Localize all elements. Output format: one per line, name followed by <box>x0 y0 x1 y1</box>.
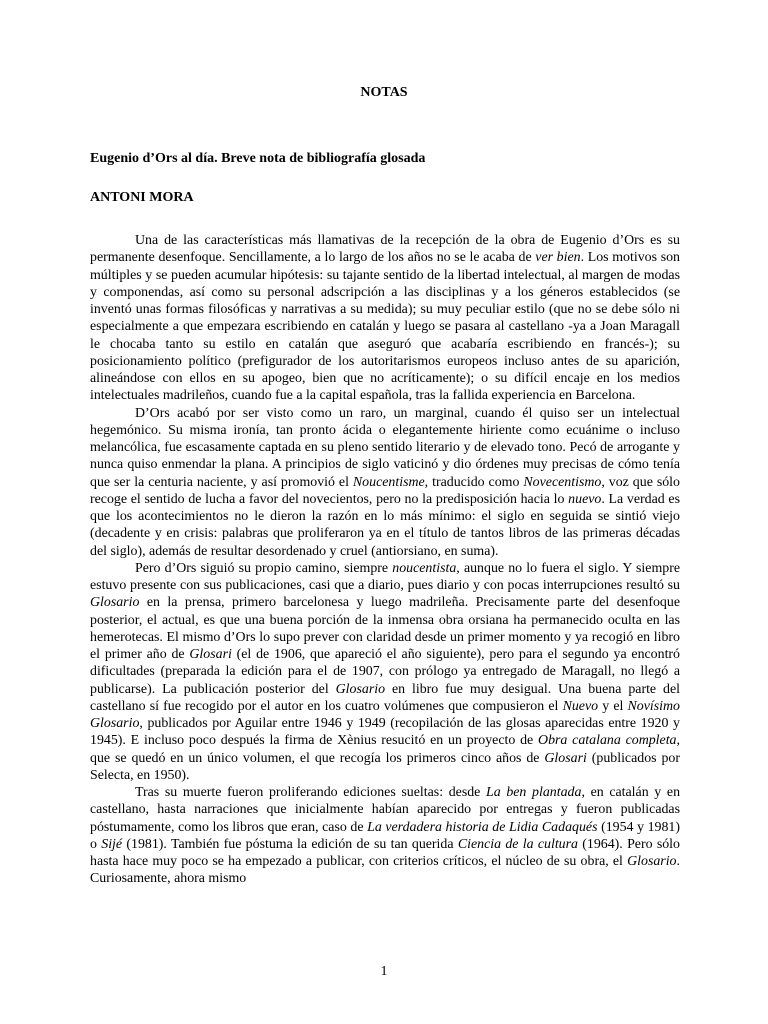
text-run: en libro fue muy desigual. Una buena parte del castellano sí fue recogido por el autor en los cuatro volúmenes que compusieron el <box>90 681 680 714</box>
italic-text: Glosario <box>335 681 386 697</box>
italic-text: noucentista <box>392 560 457 576</box>
paragraph <box>90 405 680 560</box>
text-run: . La verdad es que los acontecimientos no le dieron la razón en lo más mínimo: el siglo en seguida se sintió viejo (decadente y en crisis: palabras que proliferaron ya en el título de tantos libros de las primeras décadas del siglo), además de resultar desordenado y cruel (antiorsiano, en suma). <box>90 491 680 559</box>
text-run: y el <box>598 698 628 714</box>
text-run: (1954 y 1981) o <box>90 819 681 852</box>
text-run: (publicados por Selecta, en 1950). <box>90 750 680 783</box>
article-body <box>90 232 680 888</box>
italic-text: Obra catalana completa <box>538 733 677 749</box>
text-run: , aunque no lo fuera el siglo. Y siempre estuvo presente con sus publicaciones, casi que a diario, pues diario y con pocas interrupciones resultó su <box>90 560 681 593</box>
italic-text: Glosario <box>627 854 677 869</box>
text-run: . Curiosamente, ahora mismo <box>90 854 680 887</box>
paragraph <box>90 560 680 784</box>
paragraph <box>90 784 680 888</box>
author-name: ANTONI MORA <box>90 190 194 205</box>
italic-text: La verdadera historia de Lidia Cadaqués <box>367 819 598 835</box>
text-run: Una de las características más llamativas de la recepción de la obra de Eugenio d’Ors es su permanente desenfoque. Sencillamente, a lo largo de los años no se le acaba de <box>90 233 680 266</box>
text-run: Pero d’Ors siguió su propio camino, siempre <box>135 560 393 576</box>
article-title: Eugenio d’Ors al día. Breve nota de bibliografía glosada <box>90 151 426 166</box>
paragraph <box>90 232 680 405</box>
text-run: (el de 1906, que apareció el año siguiente), pero para el segundo ya encontró dificultades (preparada la edición para el de 1907, con prólogo ya entregado de Maragall, no llegó a publicarse). La publicación posterior del <box>90 647 680 697</box>
text-run: Tras su muerte fueron proliferando ediciones sueltas: desde <box>135 785 486 800</box>
italic-text: Novísimo Glosario <box>90 698 681 731</box>
text-run: (1981). También fue póstuma la edición de su tan querida <box>122 836 458 852</box>
text-run: (1964). Pero sólo hasta hace muy poco se ha empezado a publicar, con criterios críticos, el núcleo de su obra, el <box>90 836 680 869</box>
italic-text: Novecentismo <box>523 474 602 490</box>
text-run: traducido como <box>428 474 524 490</box>
text-run: , que se quedó en un único volumen, el que recogía los primeros cinco años de <box>90 733 680 766</box>
italic-text: Glosari <box>544 750 587 766</box>
italic-text: Ciencia de la cultura <box>457 836 578 852</box>
text-run: . Los motivos son múltiples y se pueden acumular hipótesis: su tajante sentido de la libertad intelectual, al margen de modas y componendas, así como su personal adscripción a las disciplinas y a los géneros establecidos (se inventó unas formas filosóficas y narrativas a su medida); su muy peculiar estilo (que no se debe sólo ni especialmente a que empezara escribiendo en catalán y luego se pasara al castellano -ya a Joan Maragall le chocaba tanto su estilo en catalán que aseguró que acabaría escribiendo en francés-); su posicionamiento político (prefigurador de los autoritarismos europeos incluso antes de su aparición, alineándose con ellos en su apogeo, bien que no acríticamente); o su difícil encaje en los medios intelectuales madrileños, cuando fue a la capital española, tras la fallida experiencia en Barcelona. <box>90 250 680 404</box>
italic-text: Noucentisme, <box>352 474 429 490</box>
text-run: D’Ors acabó por ser visto como un raro, un marginal, cuando él quiso ser un intelectual hegemónico. Su misma ironía, tan pronto ácida o elegantemente hiriente como ecuánime o incluso melancólica, fue escasamente captada en su pleno sentido literario y de elevado tono. Pecó de arrogante y nunca quiso enmendar la plana. A principios de siglo vaticinó y dio órdenes muy precisas de cómo tenía que ser la centuria naciente, y así promovió el <box>90 405 680 490</box>
italic-text: La ben plantada <box>486 785 582 800</box>
italic-text: nuevo <box>568 491 602 507</box>
italic-text: Glosari <box>189 647 232 662</box>
italic-text: ver bien <box>535 250 581 266</box>
text-run: , en catalán y en castellano, hasta narraciones que inicialmente habían aparecido por entregas y fueron publicadas póstumamente, como los libros que eran, caso de <box>90 785 681 835</box>
section-heading: NOTAS <box>360 85 408 100</box>
text-run: , voz que sólo recoge el sentido de lucha a favor del novecientos, pero no la predisposición hacia lo <box>90 474 680 507</box>
text-run: , publicados por Aguilar entre 1946 y 1949 (recopilación de las glosas aparecidas entre 1920 y 1945). E incluso poco después la firma de Xènius resucitó en un proyecto de <box>90 716 680 749</box>
italic-text: Nuevo <box>562 698 599 714</box>
italic-text: Sijé <box>101 836 123 852</box>
text-run: en la prensa, primero barcelonesa y luego madrileña. Precisamente parte del desenfoque posterior, el actual, es que una buena porción de la inmensa obra orsiana ha permanecido oculta en las hemerotecas. El mismo d’Ors lo supo prever con claridad desde un primer momento y ya recogió en libro el primer año de <box>90 595 680 662</box>
page-number: 1 <box>380 964 388 979</box>
italic-text: Glosario <box>90 595 140 611</box>
